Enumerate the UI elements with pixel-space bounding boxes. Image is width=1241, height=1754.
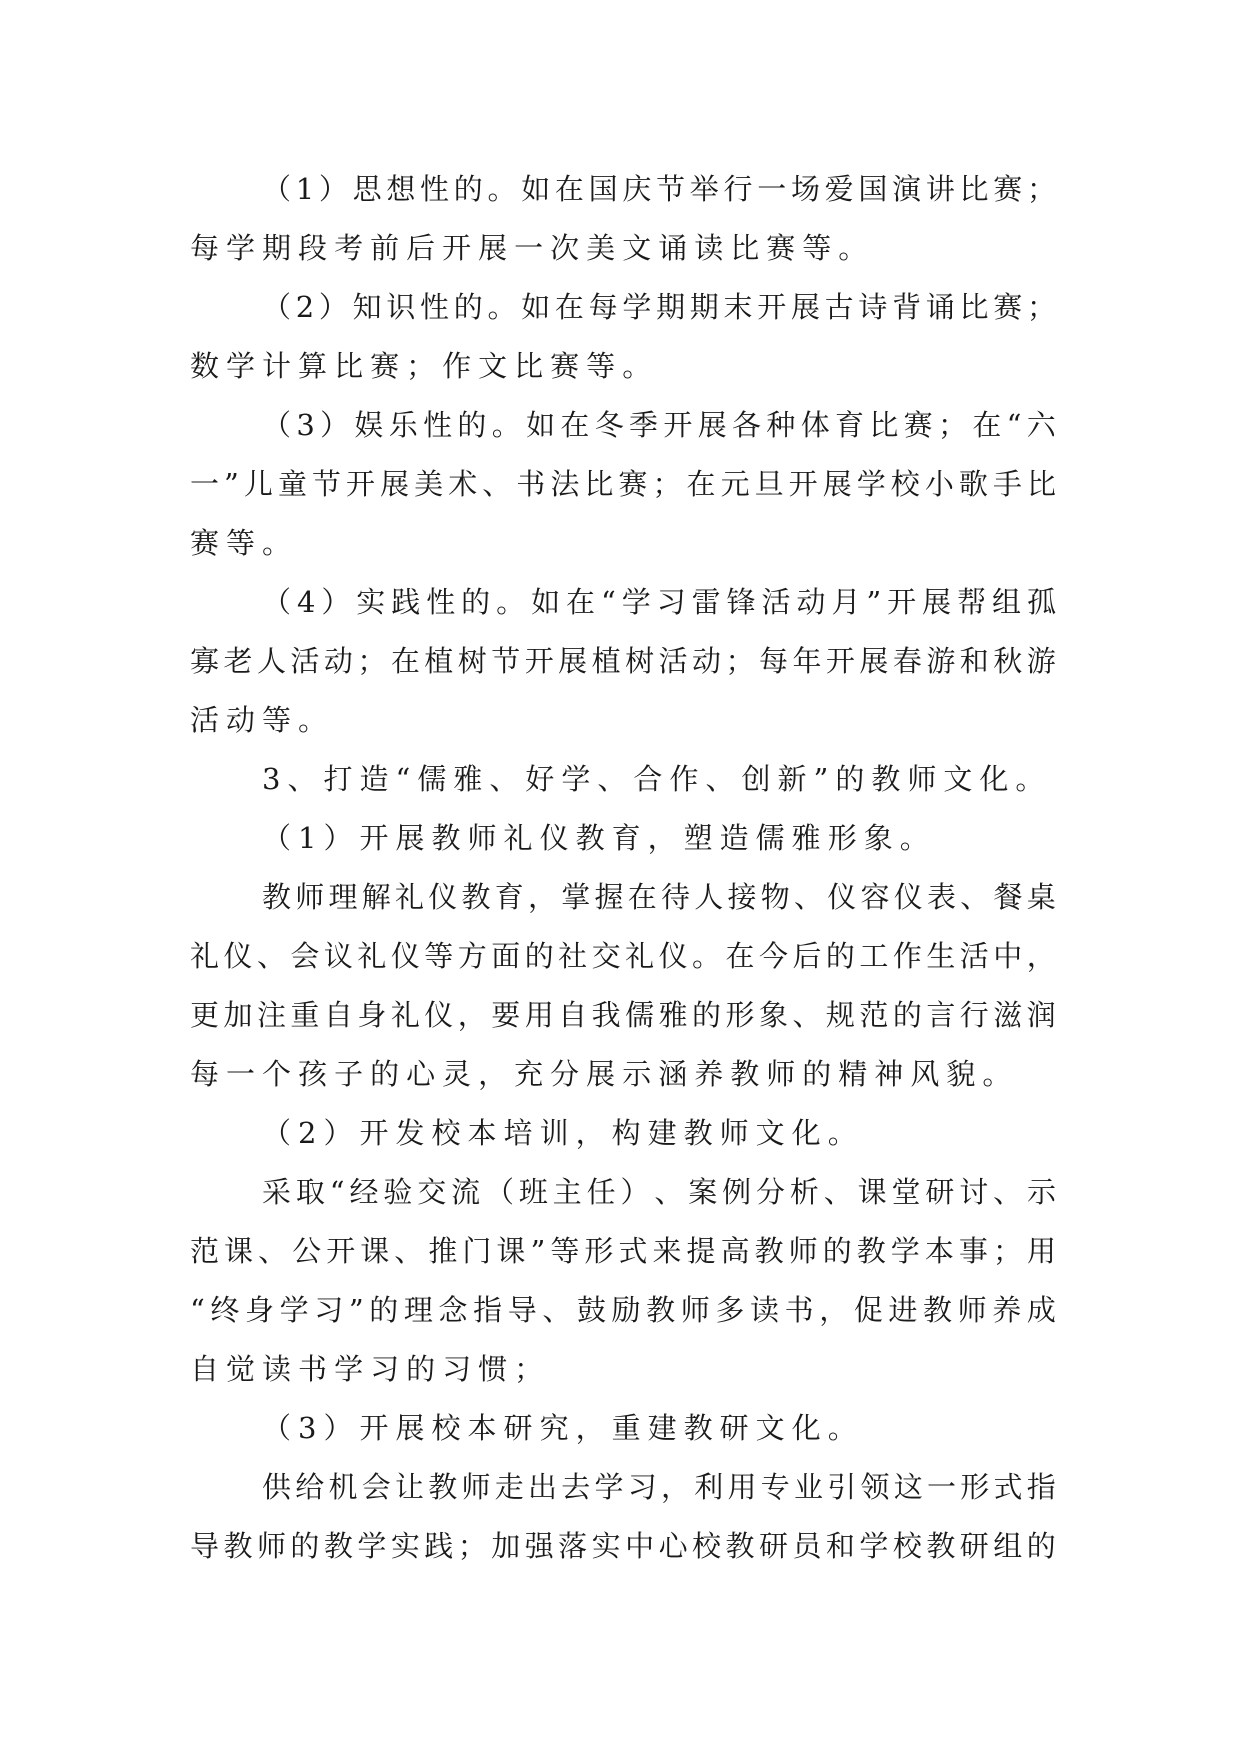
text-line: 每 学 期 段 考 前 后 开 展 一 次 美 文 诵 读 比 赛 等 。 <box>190 231 868 265</box>
text-line: 寡 老 人 活 动 ； 在 植 树 节 开 展 植 树 活 动 ； 每 年 开 展 春 游 和 秋 游 <box>190 644 1056 678</box>
text-line: 采 取 “ 经 验 交 流 （ 班 主 任 ） 、 案 例 分 析 、 课 堂 研 讨 、 示 <box>262 1175 1056 1209</box>
text-line: 赛 等 。 <box>190 526 292 560</box>
text-line: （ 4 ） 实 践 性 的 。 如 在 “ 学 习 雷 锋 活 动 月 ” 开 展 帮 组 孤 <box>262 585 1056 619</box>
text-line: （ 2 ） 知 识 性 的 。 如 在 每 学 期 期 末 开 展 古 诗 背 诵 比 赛 ； <box>262 290 1056 324</box>
text-line: （ 2 ） 开 发 校 本 培 训 ， 构 建 教 师 文 化 。 <box>262 1116 857 1150</box>
text-line: （ 3 ） 开 展 校 本 研 究 ， 重 建 教 研 文 化 。 <box>262 1411 857 1445</box>
text-line: （ 3 ） 娱 乐 性 的 。 如 在 冬 季 开 展 各 种 体 育 比 赛 ； 在 “ 六 <box>262 408 1056 442</box>
text-line: 礼 仪 、 会 议 礼 仪 等 方 面 的 社 交 礼 仪 。 在 今 后 的 工 作 生 活 中 ， <box>190 939 1056 973</box>
text-line: 每 一 个 孩 子 的 心 灵 ， 充 分 展 示 涵 养 教 师 的 精 神 风 貌 。 <box>190 1057 1012 1091</box>
text-line: “ 终 身 学 习 ” 的 理 念 指 导 、 鼓 励 教 师 多 读 书 ， 促 进 教 师 养 成 <box>190 1293 1056 1327</box>
text-line: 供 给 机 会 让 教 师 走 出 去 学 习 ， 利 用 专 业 引 领 这 一 形 式 指 <box>262 1470 1056 1504</box>
document-body <box>190 160 1056 1576</box>
text-line: 3 、 打 造 “ 儒 雅 、 好 学 、 合 作 、 创 新 ” 的 教 师 文 化 。 <box>262 762 1045 796</box>
text-line: 一 ” 儿 童 节 开 展 美 术 、 书 法 比 赛 ； 在 元 旦 开 展 学 校 小 歌 手 比 <box>190 467 1056 501</box>
text-line: 导 教 师 的 教 学 实 践 ； 加 强 落 实 中 心 校 教 研 员 和 学 校 教 研 组 的 <box>190 1529 1056 1563</box>
text-line: 范 课 、 公 开 课 、 推 门 课 ” 等 形 式 来 提 高 教 师 的 教 学 本 事 ； 用 <box>190 1234 1056 1268</box>
text-line: （ 1 ） 思 想 性 的 。 如 在 国 庆 节 举 行 一 场 爱 国 演 讲 比 赛 ； <box>262 172 1056 206</box>
text-line: 活 动 等 。 <box>190 703 328 737</box>
text-line: 数 学 计 算 比 赛 ； 作 文 比 赛 等 。 <box>190 349 652 383</box>
text-line: （ 1 ） 开 展 教 师 礼 仪 教 育 ， 塑 造 儒 雅 形 象 。 <box>262 821 929 855</box>
text-line: 更 加 注 重 自 身 礼 仪 ， 要 用 自 我 儒 雅 的 形 象 、 规 范 的 言 行 滋 润 <box>190 998 1056 1032</box>
text-line: 教 师 理 解 礼 仪 教 育 ， 掌 握 在 待 人 接 物 、 仪 容 仪 表 、 餐 桌 <box>262 880 1056 914</box>
text-line: 自 觉 读 书 学 习 的 习 惯 ； <box>190 1352 544 1386</box>
